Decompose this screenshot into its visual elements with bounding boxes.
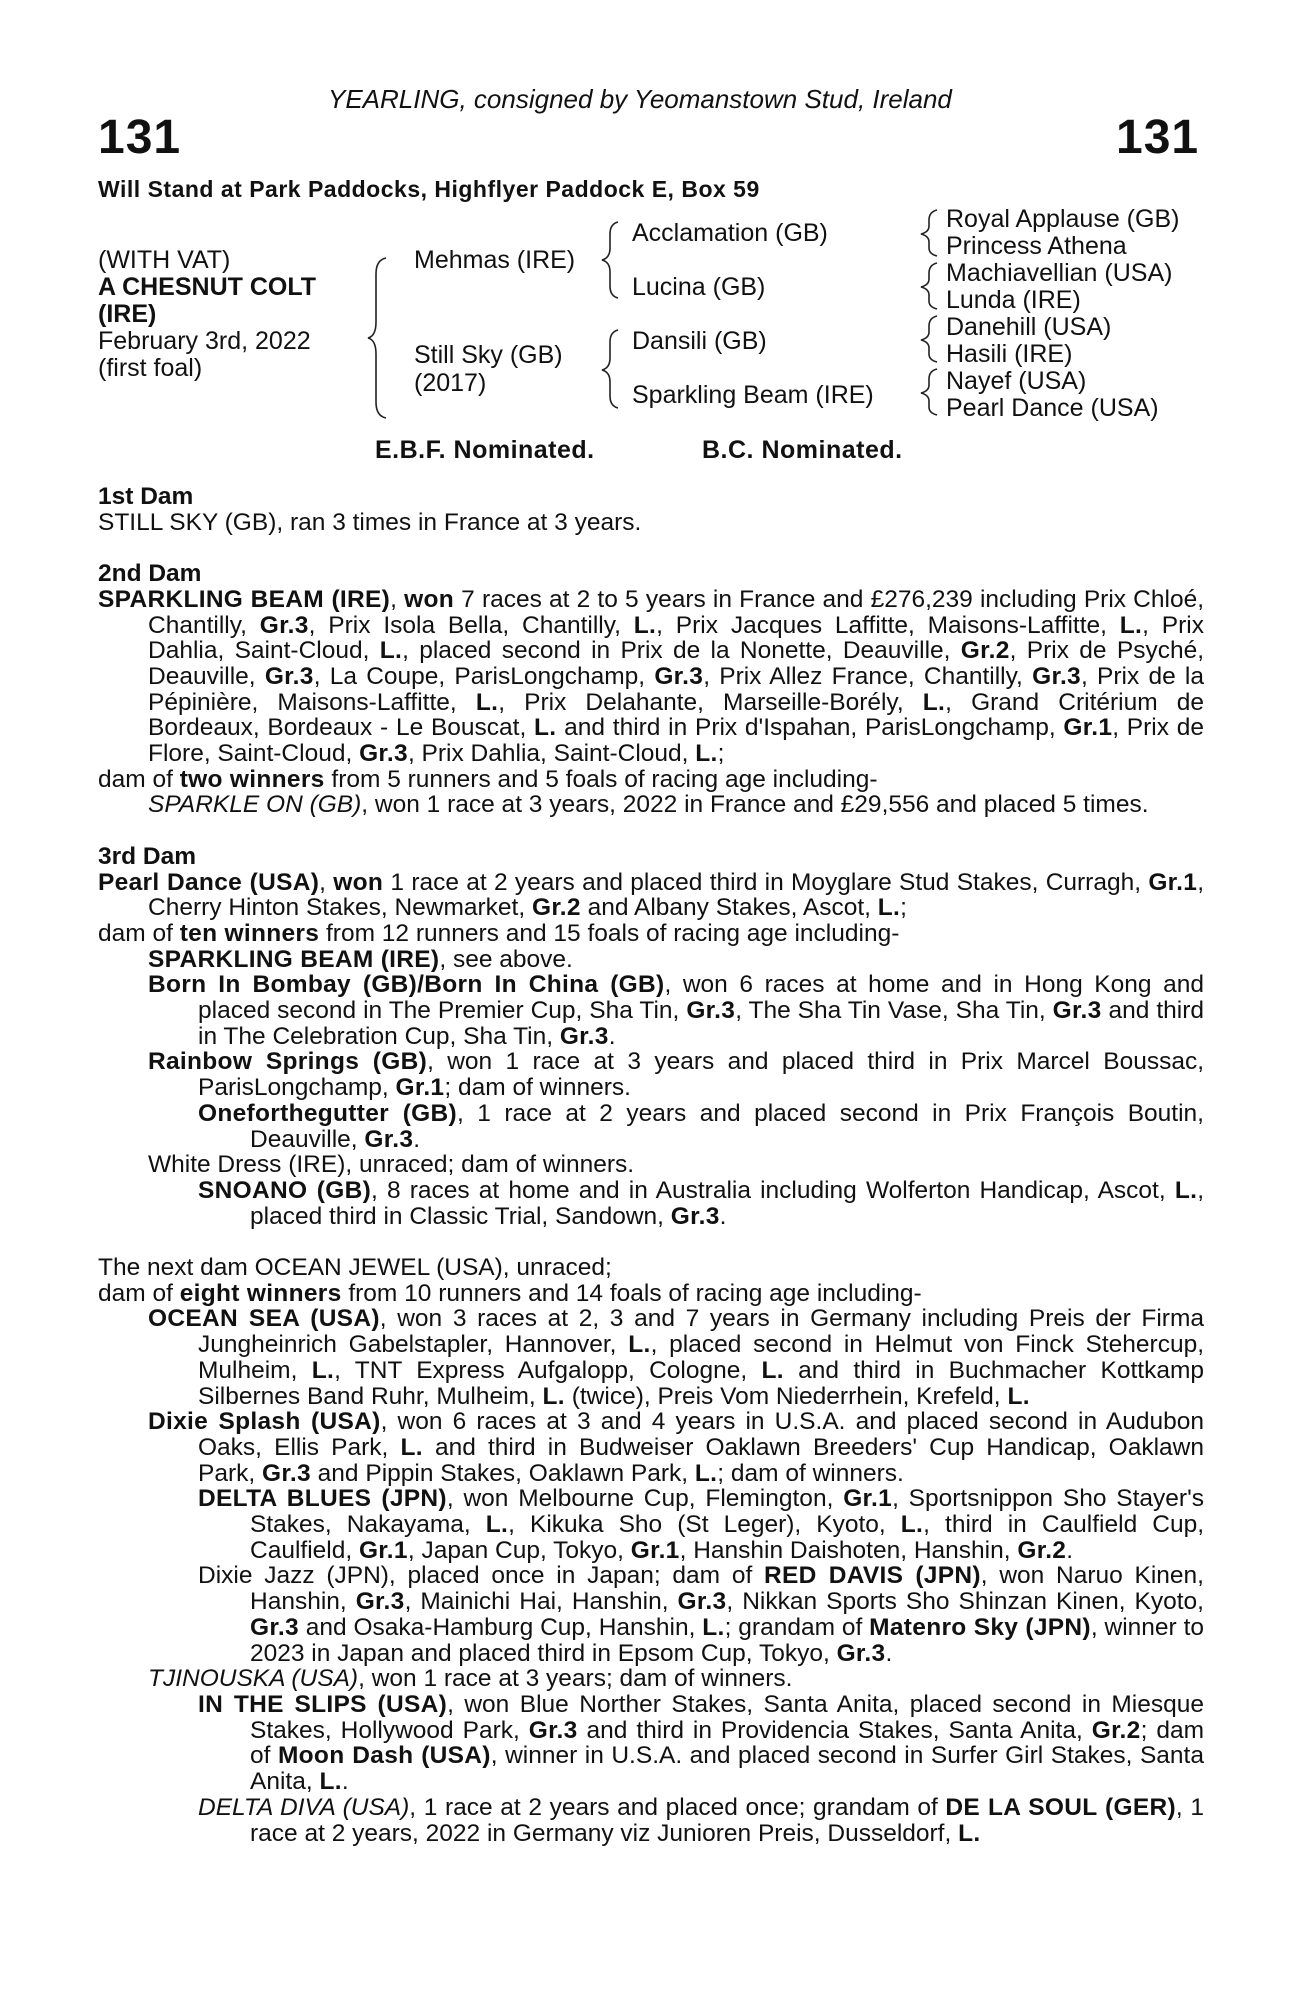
bold-run: two winners bbox=[179, 765, 325, 793]
catalogue-entry bbox=[98, 1152, 1204, 1178]
horse-note: (first foal) bbox=[98, 354, 203, 382]
catalogue-entry bbox=[98, 1409, 1204, 1486]
bold-run: L. bbox=[311, 1356, 335, 1384]
text-run: , won 3 races at 2, 3 and 7 years in Germany including Preis der Firma Jungheinrich Gabelstapler, Hannover, bbox=[198, 1305, 1204, 1359]
bold-run: L. bbox=[475, 688, 499, 716]
text-run: , The Sha Tin Vase, Sha Tin, bbox=[735, 997, 1053, 1025]
bold-run: won bbox=[404, 585, 454, 613]
pedigree-sire-sire: Acclamation (GB) bbox=[632, 219, 828, 247]
second-dam-heading: 2nd Dam bbox=[98, 560, 202, 588]
text-run: dam of bbox=[98, 1279, 180, 1307]
text-run: 7 races at 2 to 5 years in France and £276,239 including Prix Chloé, Chantilly, bbox=[148, 585, 1205, 639]
bold-run: Gr.3 bbox=[677, 1588, 727, 1616]
text-run: dam of bbox=[98, 919, 180, 947]
text-run: , placed second in Helmut von Finck Stehercup, Mulheim, bbox=[198, 1331, 1204, 1384]
bold-run: DELTA BLUES (JPN) bbox=[198, 1485, 447, 1513]
pedigree-g3-8: Pearl Dance (USA) bbox=[946, 394, 1159, 422]
text-run: and Albany Stakes, Ascot, bbox=[580, 894, 878, 922]
bold-run: L. bbox=[761, 1356, 784, 1384]
bold-run: Rainbow Springs (GB) bbox=[148, 1048, 428, 1076]
text-run: ; dam of winners. bbox=[444, 1074, 631, 1102]
bold-run: L. bbox=[1119, 611, 1143, 639]
text-run: , see above. bbox=[439, 945, 573, 973]
horse-vat: (WITH VAT) bbox=[98, 246, 231, 274]
text-run: , bbox=[390, 585, 405, 613]
text-run: , Hanshin Daishoten, Hanshin, bbox=[679, 1536, 1018, 1564]
text-run: , Prix de la Pépinière, Maisons-Laffitte, bbox=[148, 662, 1204, 716]
bold-run: Gr.2 bbox=[1091, 1716, 1141, 1744]
bold-run: Gr.1 bbox=[358, 1536, 408, 1564]
text-run: . bbox=[885, 1639, 893, 1667]
text-run: ; dam of winners. bbox=[717, 1459, 904, 1487]
text-run: , Nikkan Sports Sho Shinzan Kinen, Kyoto, bbox=[726, 1588, 1204, 1616]
text-run: , third in Caulfield Cup, Caulfield, bbox=[250, 1511, 1204, 1564]
pedigree-g3-6: Hasili (IRE) bbox=[946, 340, 1073, 368]
bold-run: Gr.1 bbox=[1063, 714, 1113, 742]
horse-foaled: February 3rd, 2022 bbox=[98, 327, 311, 355]
italic-run: DELTA DIVA (USA) bbox=[198, 1793, 410, 1821]
bold-run: Dixie Splash (USA) bbox=[148, 1408, 381, 1436]
bold-run: L. bbox=[922, 688, 946, 716]
bold-run: SNOANO (GB) bbox=[198, 1176, 372, 1204]
text-run: , won 6 races at home and in Hong Kong and placed second in The Premier Cup, Sha Tin, bbox=[198, 971, 1204, 1025]
next-dam-section bbox=[98, 1255, 1204, 1846]
text-run: , Prix Isola Bella, Chantilly, bbox=[308, 611, 634, 639]
text-run: , won Naruo Kinen, Hanshin, bbox=[250, 1562, 1204, 1616]
bold-run: Gr.3 bbox=[359, 740, 408, 768]
bold-run: Gr.3 bbox=[670, 1202, 720, 1230]
italic-run: TJINOUSKA (USA) bbox=[148, 1665, 359, 1693]
catalogue-entry bbox=[98, 1692, 1204, 1795]
catalogue-entry bbox=[98, 972, 1204, 1049]
pedigree-g3-4: Lunda (IRE) bbox=[946, 286, 1081, 314]
text-run: and third in Buchmacher Kottkamp Silbernes Band Ruhr, Mulheim, bbox=[198, 1356, 1204, 1410]
pedigree-g3-3: Machiavellian (USA) bbox=[946, 259, 1173, 287]
text-run: White Dress (IRE), unraced; dam of winners. bbox=[148, 1151, 635, 1179]
horse-country: (IRE) bbox=[98, 300, 157, 328]
bold-run: L. bbox=[1007, 1382, 1030, 1410]
bold-run: Gr.3 bbox=[654, 662, 704, 690]
text-run: , Prix Jacques Laffitte, Maisons-Laffitte, bbox=[656, 611, 1120, 639]
bold-run: Moon Dash (USA) bbox=[277, 1742, 491, 1770]
bold-run: Gr.3 bbox=[836, 1639, 886, 1667]
bold-run: L. bbox=[633, 611, 657, 639]
text-run: , won Blue Norther Stakes, Santa Anita, placed second in Miesque Stakes, Hollywood Park, bbox=[250, 1691, 1205, 1744]
text-run: and third in Prix d'Ispahan, ParisLongchamp, bbox=[556, 714, 1064, 742]
bold-run: Gr.2 bbox=[531, 894, 581, 922]
text-run: , Japan Cup, Tokyo, bbox=[407, 1536, 631, 1564]
bold-run: SPARKLING BEAM (IRE) bbox=[148, 945, 440, 973]
bold-run: Gr.3 bbox=[686, 997, 736, 1025]
text-run: , won 1 race at 3 years; dam of winners. bbox=[358, 1665, 793, 1693]
bold-run: IN THE SLIPS (USA) bbox=[198, 1691, 448, 1718]
bold-run: DE LA SOUL (GER) bbox=[945, 1793, 1176, 1821]
bold-run: Gr.3 bbox=[250, 1613, 299, 1641]
text-run: , Prix de Psyché, Deauville, bbox=[148, 637, 1204, 690]
text-run: . bbox=[1066, 1536, 1074, 1564]
catalogue-entry bbox=[98, 921, 1204, 947]
first-dam-heading: 1st Dam bbox=[98, 483, 194, 510]
bold-run: Born In Bombay (GB)/Born In China (GB) bbox=[148, 971, 665, 999]
first-dam-text: STILL SKY (GB), ran 3 times in France at 3 years. bbox=[98, 508, 642, 536]
text-run: , Cherry Hinton Stakes, Newmarket, bbox=[148, 868, 1204, 922]
bold-run: L. bbox=[628, 1331, 651, 1359]
bold-run: Gr.3 bbox=[262, 1459, 311, 1487]
text-run: , won 6 races at 3 and 4 years in U.S.A. and placed second in Audubon Oaks, Ellis Park, bbox=[198, 1408, 1204, 1461]
text-run: ; grandam of bbox=[724, 1613, 870, 1641]
pedigree-g3-5: Danehill (USA) bbox=[946, 313, 1112, 341]
text-run: . bbox=[608, 1022, 616, 1050]
bold-run: Gr.1 bbox=[395, 1074, 445, 1102]
text-run: , 8 races at home and in Australia including Wolferton Handicap, Ascot, bbox=[371, 1176, 1175, 1204]
catalogue-entry bbox=[98, 792, 1204, 818]
text-run: , Prix de Flore, Saint-Cloud, bbox=[148, 714, 1204, 768]
pedigree-dam-sire: Dansili (GB) bbox=[632, 327, 767, 355]
text-run: , Prix Dahlia, Saint-Cloud, bbox=[407, 740, 696, 768]
third-dam-section bbox=[98, 844, 1204, 1230]
text-run: , bbox=[319, 868, 334, 896]
bold-run: eight winners bbox=[179, 1279, 342, 1307]
bold-run: L. bbox=[958, 1819, 981, 1847]
text-run: , won 1 race at 3 years, 2022 in France and £29,556 and placed 5 times. bbox=[361, 791, 1149, 819]
bold-run: Gr.1 bbox=[843, 1485, 893, 1513]
text-run: , placed second in Prix de la Nonette, Deauville, bbox=[402, 637, 961, 665]
pedigree-dam: Still Sky (GB) bbox=[414, 341, 563, 369]
text-run: ; bbox=[717, 740, 725, 768]
catalogue-entry bbox=[98, 1666, 1204, 1692]
text-run: and Pippin Stakes, Oaklawn Park, bbox=[310, 1459, 695, 1487]
bold-run: Gr.3 bbox=[364, 1125, 414, 1153]
text-run: . bbox=[719, 1202, 727, 1230]
text-run: . bbox=[413, 1125, 421, 1153]
catalogue-entry bbox=[98, 947, 1204, 973]
bold-run: L. bbox=[534, 714, 557, 742]
first-dam-section bbox=[98, 484, 1204, 535]
bold-run: L. bbox=[485, 1511, 509, 1539]
bc-nomination: B.C. Nominated. bbox=[702, 436, 903, 464]
text-run: , 1 race at 2 years and placed once; grandam of bbox=[409, 1793, 946, 1821]
bold-run: Gr.1 bbox=[1148, 868, 1198, 896]
bold-run: L. bbox=[900, 1511, 924, 1539]
bold-run: L. bbox=[542, 1382, 565, 1410]
catalogue-entry bbox=[98, 587, 1204, 767]
text-run: Dixie Jazz (JPN), placed once in Japan; dam of bbox=[198, 1562, 765, 1590]
bold-run: RED DAVIS (JPN) bbox=[764, 1562, 981, 1590]
text-run: 1 race at 2 years and placed third in Moyglare Stud Stakes, Curragh, bbox=[383, 868, 1149, 896]
catalogue-entry bbox=[98, 870, 1204, 921]
pedigree-g3-7: Nayef (USA) bbox=[946, 367, 1087, 395]
text-run: , winner to 2023 in Japan and placed third in Epsom Cup, Tokyo, bbox=[250, 1613, 1204, 1667]
catalogue-entry bbox=[98, 767, 1204, 793]
bold-run: L. bbox=[400, 1433, 423, 1461]
pedigree-g3-1: Royal Applause (GB) bbox=[946, 205, 1180, 233]
bold-run: L. bbox=[694, 1459, 718, 1487]
catalogue-entry bbox=[98, 1101, 1204, 1152]
stand-location: Will Stand at Park Paddocks, Highflyer Paddock E, Box 59 bbox=[98, 176, 760, 202]
catalogue-entry bbox=[98, 1255, 1204, 1281]
bold-run: Gr.1 bbox=[630, 1536, 680, 1564]
horse-description: A CHESNUT COLT bbox=[98, 273, 317, 301]
third-dam-heading: 3rd Dam bbox=[98, 842, 197, 870]
catalogue-entry bbox=[98, 1178, 1204, 1229]
text-run: (twice), Preis Vom Niederrhein, Krefeld, bbox=[564, 1382, 1008, 1410]
pedigree-dam-dam: Sparkling Beam (IRE) bbox=[632, 381, 874, 409]
bold-run: L. bbox=[877, 894, 901, 922]
text-run: from 10 runners and 14 foals of racing age including- bbox=[341, 1279, 922, 1307]
text-run: , Prix Dahlia, Saint-Cloud, bbox=[148, 611, 1205, 665]
bold-run: Oneforthegutter (GB) bbox=[198, 1099, 457, 1127]
bold-run: Gr.2 bbox=[1017, 1536, 1067, 1564]
bold-run: Gr.3 bbox=[259, 611, 309, 639]
pedigree-sire-dam: Lucina (GB) bbox=[632, 273, 766, 301]
bold-run: ten winners bbox=[179, 919, 320, 947]
text-run: , Mainichi Hai, Hanshin, bbox=[404, 1588, 678, 1616]
bold-run: Gr.3 bbox=[355, 1588, 405, 1616]
bold-run: OCEAN SEA (USA) bbox=[148, 1305, 380, 1333]
text-run: , Grand Critérium de Bordeaux, Bordeaux - Le Bouscat, bbox=[148, 688, 1204, 742]
text-run: and third in Providencia Stakes, Santa Anita, bbox=[577, 1716, 1092, 1744]
bold-run: Gr.3 bbox=[528, 1716, 578, 1744]
text-run: , 1 race at 2 years and placed second in Prix François Boutin, Deauville, bbox=[250, 1099, 1204, 1153]
bold-run: Pearl Dance (USA) bbox=[98, 868, 320, 896]
text-run: , La Coupe, ParisLongchamp, bbox=[313, 662, 655, 690]
bold-run: Matenro Sky (JPN) bbox=[869, 1613, 1091, 1641]
pedigree-dam-year: (2017) bbox=[414, 369, 487, 397]
catalogue-entry bbox=[98, 1049, 1204, 1100]
text-run: , Prix Allez France, Chantilly, bbox=[703, 662, 1033, 690]
bold-run: won bbox=[333, 868, 384, 896]
text-run: , won 1 race at 3 years and placed third in Prix Marcel Boussac, ParisLongchamp, bbox=[198, 1048, 1205, 1102]
catalogue-entry bbox=[98, 1306, 1204, 1409]
consignment-line: YEARLING, consigned by Yeomanstown Stud, Ireland bbox=[328, 84, 952, 114]
text-run: , placed third in Classic Trial, Sandown, bbox=[250, 1176, 1204, 1230]
text-run: ; dam of bbox=[250, 1716, 1204, 1770]
text-run: and Osaka-Hamburg Cup, Hanshin, bbox=[298, 1613, 703, 1641]
bold-run: Gr.3 bbox=[1052, 997, 1102, 1025]
text-run: , won Melbourne Cup, Flemington, bbox=[446, 1485, 844, 1513]
text-run: from 5 runners and 5 foals of racing age including- bbox=[324, 765, 878, 793]
bold-run: L. bbox=[702, 1613, 725, 1641]
catalogue-body bbox=[98, 484, 1204, 1872]
second-dam-section bbox=[98, 561, 1204, 818]
italic-run: SPARKLE ON (GB) bbox=[148, 791, 362, 819]
text-run: . bbox=[341, 1768, 349, 1796]
pedigree-g3-2: Princess Athena bbox=[946, 232, 1127, 260]
bold-run: L. bbox=[379, 637, 403, 665]
text-run: from 12 runners and 15 foals of racing age including- bbox=[319, 919, 900, 947]
text-run: , Kikuka Sho (St Leger), Kyoto, bbox=[508, 1511, 901, 1539]
bold-run: SPARKLING BEAM (IRE) bbox=[98, 585, 391, 613]
text-run: , 1 race at 2 years, 2022 in Germany viz Junioren Preis, Dusseldorf, bbox=[250, 1793, 1204, 1847]
text-run: dam of bbox=[98, 765, 180, 793]
text-run: , TNT Express Aufgalopp, Cologne, bbox=[334, 1356, 762, 1384]
catalogue-entry bbox=[98, 1795, 1204, 1846]
text-run: , Prix Delahante, Marseille-Borély, bbox=[498, 688, 923, 716]
bold-run: L. bbox=[319, 1768, 342, 1796]
text-run: ; bbox=[900, 894, 907, 922]
text-run: and third in The Celebration Cup, Sha Tin, bbox=[198, 997, 1205, 1050]
bold-run: L. bbox=[1174, 1176, 1198, 1204]
pedigree-sire: Mehmas (IRE) bbox=[414, 246, 576, 274]
bold-run: Gr.3 bbox=[264, 662, 314, 690]
text-run: and third in Budweiser Oaklawn Breeders' Cup Handicap, Oaklawn Park, bbox=[198, 1433, 1204, 1487]
text-run: , winner in U.S.A. and placed second in Surfer Girl Stakes, Santa Anita, bbox=[250, 1742, 1204, 1796]
catalogue-entry bbox=[98, 1486, 1204, 1563]
bold-run: Gr.3 bbox=[559, 1022, 609, 1050]
catalogue-entry bbox=[98, 1563, 1204, 1666]
bold-run: Gr.3 bbox=[1032, 662, 1081, 690]
lot-number-left: 131 bbox=[98, 111, 182, 164]
text-run: The next dam OCEAN JEWEL (USA), unraced; bbox=[98, 1254, 612, 1282]
ebf-nomination: E.B.F. Nominated. bbox=[375, 436, 595, 464]
bold-run: Gr.2 bbox=[960, 637, 1010, 665]
catalogue-entry bbox=[98, 1281, 1204, 1307]
lot-number-right: 131 bbox=[1116, 111, 1200, 164]
text-run: , Sportsnippon Sho Stayer's Stakes, Nakayama, bbox=[250, 1485, 1205, 1539]
bold-run: L. bbox=[695, 740, 718, 768]
